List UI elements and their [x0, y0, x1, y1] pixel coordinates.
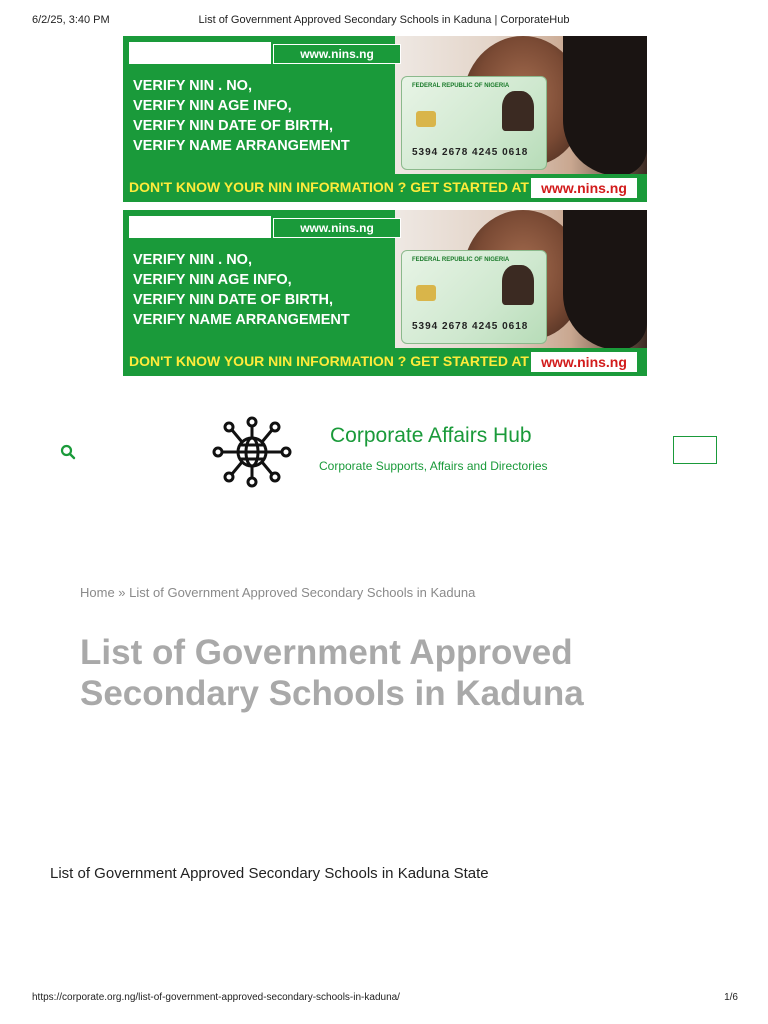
ad-photo-hair	[563, 210, 647, 350]
ad-bottom-text: DON'T KNOW YOUR NIN INFORMATION ? GET STARTED AT	[129, 353, 529, 369]
card-portrait	[502, 91, 534, 131]
article-subheading: List of Government Approved Secondary Schools in Kaduna State	[50, 865, 489, 882]
ad-top-bar	[129, 42, 271, 64]
breadcrumb-separator: »	[114, 585, 130, 600]
print-header	[0, 14, 768, 30]
nin-card-number: 5394 2678 4245 0618	[412, 321, 529, 332]
search-icon[interactable]	[60, 444, 76, 460]
ad-line: VERIFY NIN . NO,	[133, 252, 252, 268]
ad-text-lines	[133, 76, 393, 156]
card-chip-icon	[416, 285, 436, 301]
ad-bottom-bar	[123, 174, 647, 202]
nin-card-title: FEDERAL REPUBLIC OF NIGERIA	[412, 257, 510, 263]
ad-photo-hair	[563, 36, 647, 176]
ad-line: VERIFY NIN AGE INFO,	[133, 98, 292, 114]
card-portrait	[502, 265, 534, 305]
nin-card-image	[401, 250, 547, 344]
print-datetime: 6/2/25, 3:40 PM	[32, 14, 110, 26]
nin-card-image	[401, 76, 547, 170]
nin-card-title: FEDERAL REPUBLIC OF NIGERIA	[412, 83, 510, 89]
page-title: List of Government Approved Secondary Schools in Kaduna	[80, 633, 584, 713]
ad-bottom-url[interactable]: www.nins.ng	[531, 352, 637, 372]
menu-toggle-button[interactable]	[673, 436, 717, 464]
ad-bottom-text: DON'T KNOW YOUR NIN INFORMATION ? GET STARTED AT	[129, 179, 529, 195]
ad-line: VERIFY NIN DATE OF BIRTH,	[133, 292, 334, 308]
nin-ad-banner[interactable]	[123, 36, 647, 202]
ad-line: VERIFY NIN AGE INFO,	[133, 272, 292, 288]
globe-network-icon[interactable]	[212, 416, 292, 488]
breadcrumb	[80, 585, 475, 600]
ad-green-panel	[123, 36, 395, 176]
ad-green-panel	[123, 210, 395, 350]
breadcrumb-current: List of Government Approved Secondary Schools in Kaduna	[129, 585, 476, 600]
ad-bottom-bar	[123, 348, 647, 376]
ad-text-lines	[133, 250, 393, 330]
ad-url-badge: www.nins.ng	[273, 218, 401, 238]
print-page-title: List of Government Approved Secondary Schools in Kaduna | CorporateHub	[198, 14, 570, 26]
ad-line: VERIFY NIN DATE OF BIRTH,	[133, 118, 334, 134]
ad-bottom-url[interactable]: www.nins.ng	[531, 178, 637, 198]
ad-line: VERIFY NIN . NO,	[133, 78, 252, 94]
nin-ad-banner[interactable]	[123, 210, 647, 376]
breadcrumb-home-link[interactable]: Home	[80, 585, 115, 600]
nin-card-number: 5394 2678 4245 0618	[412, 147, 529, 158]
print-page-number: 1/6	[724, 992, 738, 1003]
site-header	[0, 408, 768, 488]
ad-line: VERIFY NAME ARRANGEMENT	[133, 138, 350, 154]
print-url: https://corporate.org.ng/list-of-government-approved-secondary-schools-in-kaduna/	[32, 992, 400, 1003]
card-chip-icon	[416, 111, 436, 127]
site-tagline: Corporate Supports, Affairs and Directories	[319, 459, 548, 473]
ad-top-bar	[129, 216, 271, 238]
ad-line: VERIFY NAME ARRANGEMENT	[133, 312, 350, 328]
ad-url-badge: www.nins.ng	[273, 44, 401, 64]
site-title[interactable]: Corporate Affairs Hub	[330, 424, 532, 447]
